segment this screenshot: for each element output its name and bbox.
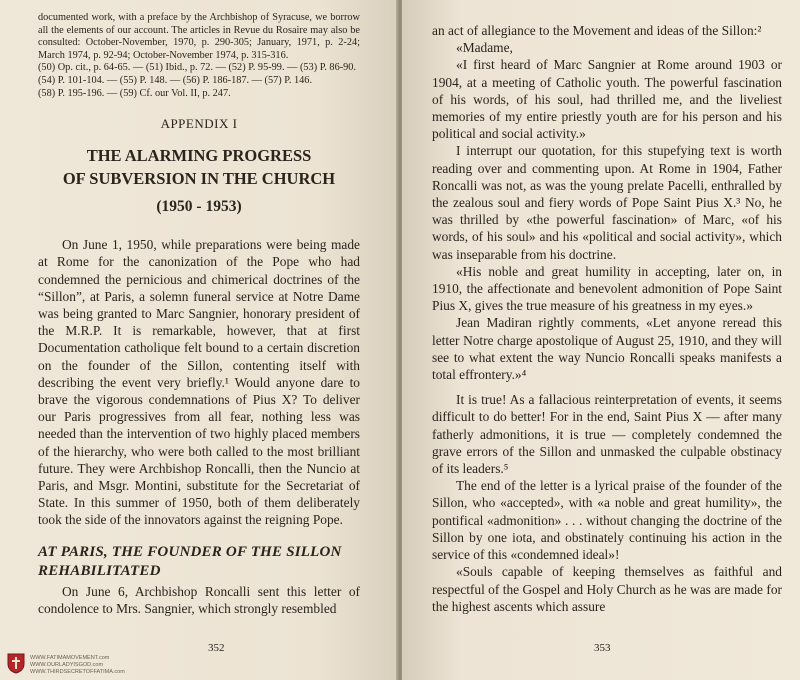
footnote-continued: documented work, with a preface by the Archbishop of Syracuse, we borrow all the elements of our account. The articles in Revue du Rosaire may also be consulted: October-November, 1970, p. 290-305; January, 1971, p. 2-24; March 1974, p. 92-94; October-November 1974, p. 315-316. — [38, 12, 360, 61]
footnote-line: (54) P. 101-104. — (55) P. 148. — (56) P. 186-187. — (57) P. 146. — [38, 74, 313, 86]
footnotes — [38, 12, 360, 100]
watermark-line: WWW.OURLADYISGOD.com — [30, 662, 104, 668]
footnote-line: (50) Op. cit., p. 64-65. — (51) Ibid., p. 72. — (52) P. 95-99. — (53) P. 86-90. — [38, 62, 357, 74]
page-number-left: 352 — [208, 642, 225, 654]
page-number-right: 353 — [594, 642, 611, 654]
footnote-line: (58) P. 195-196. — (59) Cf. our Vol. II, p. 247. — [38, 87, 231, 99]
paragraph: The end of the letter is a lyrical praise of the founder of the Sillon, who «accepted», with «a noble and great humility», the pontifical «admonition» . . . without changing the doctrine of the Sillon by one iota, and obstinately continuing his action in the service of this «condemned ideal»! — [432, 478, 782, 563]
salutation: «Madame, — [456, 40, 513, 56]
right-page — [402, 0, 800, 680]
watermark-line: WWW.FATIMAMOVEMENT.com — [30, 655, 110, 661]
paragraph: I interrupt our quotation, for this stupefying text is worth reading over and commenting upon. At Rome in 1904, Father Roncalli was not, as was the young prelate Pacelli, enthralled by the zealous soul and fiery words of Pope Saint Pius X.³ No, he was thrilled by «the powerful fascination» of Marc, «of his words, of his soul» and his «political and social activity», which was inseparable from his doctrine. — [432, 143, 782, 262]
paragraph: an act of allegiance to the Movement and ideas of the Sillon:² — [432, 23, 762, 38]
left-column — [38, 12, 360, 617]
appendix-label: APPENDIX I — [160, 116, 238, 132]
section-heading: AT PARIS, THE FOUNDER OF THE SILLON REHABILITATED — [38, 543, 342, 579]
chapter-years: (1950 - 1953) — [156, 198, 242, 216]
paragraph: Jean Madiran rightly comments, «Let anyone reread this letter Notre charge apostolique of August 25, 1910, and they will see to what extent the way Nuncio Roncalli speaks manifests a total effrontery.»⁴ — [432, 315, 782, 383]
quotation: «I first heard of Marc Sangnier at Rome around 1903 or 1904, at a meeting of Catholic youth. The powerful fascination of his words, of his soul, had thrilled me, and the liveliest memories of my entire priestly youth are for his person and his political and social activity.» — [432, 57, 782, 142]
paragraph: On June 1, 1950, while preparations were being made at Rome for the canonization of the Pope who had condemned the pernicious and chimerical doctrines of the “Sillon”, at Paris, a solemn funeral service at Notre Dame was being granted to Marc Sangnier, honorary president of the M.R.P. It is remarkable, however, that at first Documentation catholique felt bound to a certain discretion on the founder of the Sillon, contenting itself with describing the event very briefly.¹ Would anyone dare to brave the vigorous condemnations of Pius X? To deliver our Paris progressives from all fear, nothing less was needed than the intervention of two highly placed members of the hierarchy, who were both called to the most brilliant future. They were Archbishop Roncalli, then the Nuncio at Paris, and Msgr. Montini, substitute for the Secretariat of State. In this summer of 1950, both of them deliberately took the side of the innovators against the reigning Pope. — [38, 237, 360, 528]
watermark — [30, 655, 125, 676]
quotation: «Souls capable of keeping themselves as faithful and respectful of the Gospel and Holy Church as he was are made for the highest ascents which assure — [432, 564, 782, 614]
quotation: «His noble and great humility in accepting, later on, in 1910, the affectionate and benevolent admonition of Pope Saint Pius X, gives the true measure of his greatness in my eyes.» — [432, 263, 782, 314]
paragraph: It is true! As a fallacious reinterpretation of events, it seems difficult to do better! For in the end, Saint Pius X — after many fatherly admonitions, it is true — completely condemned the grave errors of the Sillon and unmasked the culpable obstinacy of its leaders.⁵ — [432, 392, 782, 477]
right-column — [432, 22, 782, 615]
chapter-title-line1: THE ALARMING PROGRESS — [86, 146, 312, 166]
chapter-title-line2: OF SUBVERSION IN THE CHURCH — [62, 169, 336, 189]
left-page — [0, 0, 398, 680]
paragraph: On June 6, Archbishop Roncalli sent this letter of condolence to Mrs. Sangnier, which strongly resembled — [38, 583, 360, 616]
watermark-line: WWW.THIRDSECRETOFFATIMA.com — [30, 669, 125, 675]
logo-icon — [6, 652, 26, 674]
